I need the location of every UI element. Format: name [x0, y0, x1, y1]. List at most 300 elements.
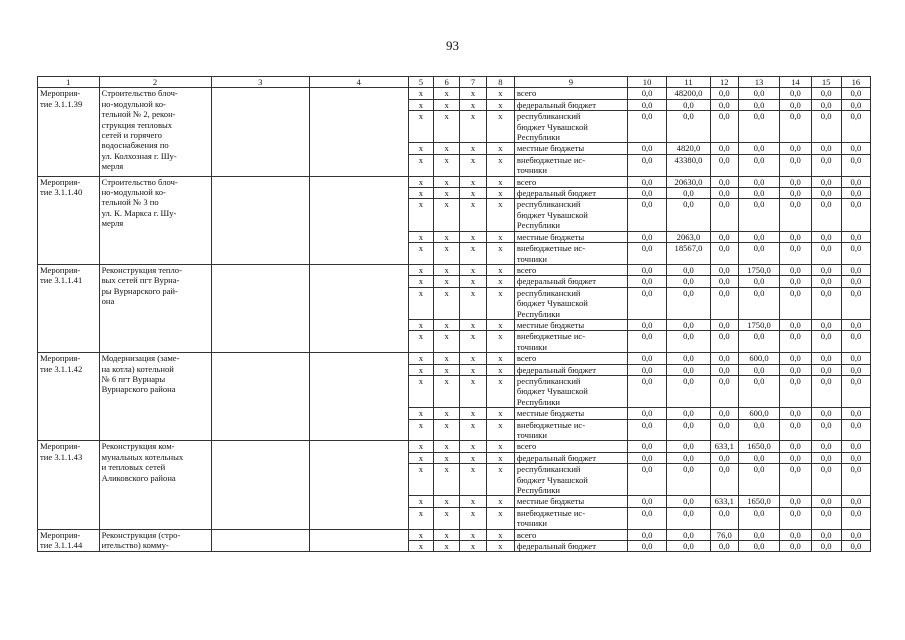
funding-value: 0,0: [627, 541, 666, 552]
budget-code-mark: x: [434, 441, 460, 452]
budget-code-mark: x: [486, 264, 514, 275]
budget-code-mark: x: [460, 231, 487, 242]
budget-code-mark: x: [408, 243, 434, 265]
funding-value: 0,0: [627, 111, 666, 143]
funding-value: 0,0: [841, 176, 870, 187]
funding-value: 0,0: [841, 264, 870, 275]
budget-code-mark: x: [486, 541, 514, 552]
text-line: ул. Колхозная г. Шу-: [101, 150, 177, 161]
funding-value: 0,0: [780, 231, 811, 242]
column-number-16: 16: [841, 77, 870, 88]
funding-value: 0,0: [627, 154, 666, 176]
funding-value: 600,0: [738, 408, 779, 419]
co-executors: [310, 529, 409, 552]
budget-code-mark: x: [434, 154, 460, 176]
budget-code-mark: x: [434, 143, 460, 154]
funding-value: 0,0: [627, 319, 666, 330]
funding-source: [514, 111, 627, 143]
funding-value: 0,0: [667, 199, 711, 231]
funding-value: 0,0: [710, 176, 738, 187]
funding-value: 0,0: [811, 507, 841, 529]
budget-code-mark: x: [434, 331, 460, 353]
text-line: внебюджетные ис-: [516, 243, 586, 254]
budget-code-mark: x: [408, 452, 434, 463]
text-line: Вурнарского района: [101, 384, 176, 395]
funding-value: 0,0: [811, 441, 841, 452]
budget-code-mark: x: [460, 408, 487, 419]
column-number-row: [38, 77, 871, 88]
text-line: тельной № 3 по: [101, 197, 159, 208]
funding-source: [514, 507, 627, 529]
funding-value: 0,0: [667, 441, 711, 452]
budget-code-mark: x: [434, 99, 460, 110]
funding-value: 0,0: [780, 264, 811, 275]
responsible-executor: [211, 176, 310, 264]
budget-code-mark: x: [408, 231, 434, 242]
funding-source: [514, 464, 627, 496]
text-line: тие 3.1.1.44: [40, 540, 83, 551]
funding-value: 0,0: [627, 143, 666, 154]
text-line: мерля: [101, 218, 124, 229]
funding-value: 0,0: [667, 319, 711, 330]
funding-value: 0,0: [738, 111, 779, 143]
funding-value: 0,0: [811, 375, 841, 407]
responsible-executor: [211, 529, 310, 552]
text-line: внебюджетные ис-: [516, 154, 586, 165]
funding-source: [514, 88, 627, 99]
budget-code-mark: x: [434, 199, 460, 231]
funding-value: 0,0: [841, 154, 870, 176]
budget-code-mark: x: [486, 287, 514, 319]
funding-value: 0,0: [811, 364, 841, 375]
column-number-1: 1: [38, 77, 100, 88]
budget-code-mark: x: [486, 188, 514, 199]
funding-source: [514, 199, 627, 231]
funding-value: 0,0: [811, 496, 841, 507]
text-line: тие 3.1.1.43: [40, 451, 83, 462]
text-line: республиканский: [516, 287, 581, 298]
text-line: мерля: [101, 161, 124, 172]
budget-code-mark: x: [408, 111, 434, 143]
funding-value: 48200,0: [667, 88, 711, 99]
column-number-15: 15: [811, 77, 841, 88]
responsible-executor: [211, 441, 310, 529]
text-line: бюджет Чувашской: [516, 121, 588, 132]
funding-source: [514, 529, 627, 540]
funding-value: 0,0: [780, 176, 811, 187]
budget-code-mark: x: [460, 88, 487, 99]
funding-value: 0,0: [841, 452, 870, 463]
funding-value: 0,0: [667, 375, 711, 407]
funding-value: 0,0: [811, 143, 841, 154]
program-table: [37, 76, 871, 552]
funding-value: 0,0: [841, 199, 870, 231]
budget-code-mark: x: [434, 419, 460, 441]
budget-code-mark: x: [460, 496, 487, 507]
text-line: местные бюджеты: [516, 231, 585, 242]
funding-value: 1650,0: [738, 441, 779, 452]
budget-code-mark: x: [434, 188, 460, 199]
funding-value: 0,0: [710, 287, 738, 319]
co-executors: [310, 176, 409, 264]
funding-value: 0,0: [811, 176, 841, 187]
funding-value: 0,0: [811, 287, 841, 319]
text-line: но-модульной ко-: [101, 187, 166, 198]
budget-code-mark: x: [434, 88, 460, 99]
funding-value: 0,0: [738, 541, 779, 552]
measure-description: [99, 88, 211, 176]
text-line: всего: [516, 264, 537, 275]
funding-value: 0,0: [811, 99, 841, 110]
funding-value: 0,0: [780, 143, 811, 154]
funding-value: 0,0: [667, 276, 711, 287]
funding-value: 76,0: [710, 529, 738, 540]
budget-code-mark: x: [408, 541, 434, 552]
text-line: Республики: [516, 396, 561, 407]
funding-value: 0,0: [710, 541, 738, 552]
text-line: федеральный бюджет: [516, 188, 596, 199]
funding-value: 0,0: [710, 353, 738, 364]
text-line: Строительство блоч-: [101, 88, 178, 99]
text-line: внебюджетные ис-: [516, 419, 586, 430]
funding-value: 2063,0: [667, 231, 711, 242]
funding-value: 0,0: [780, 408, 811, 419]
budget-code-mark: x: [408, 154, 434, 176]
column-number-12: 12: [710, 77, 738, 88]
funding-value: 0,0: [811, 331, 841, 353]
text-line: точники: [516, 341, 547, 352]
funding-value: 0,0: [841, 243, 870, 265]
funding-value: 0,0: [841, 331, 870, 353]
budget-code-mark: x: [460, 364, 487, 375]
budget-code-mark: x: [486, 143, 514, 154]
funding-value: 0,0: [627, 176, 666, 187]
funding-value: 0,0: [710, 188, 738, 199]
funding-value: 0,0: [841, 143, 870, 154]
text-line: бюджет Чувашской: [516, 209, 588, 220]
funding-value: 0,0: [710, 375, 738, 407]
funding-value: 0,0: [841, 375, 870, 407]
text-line: точники: [516, 165, 547, 176]
measure-code: [38, 88, 100, 176]
funding-value: 0,0: [811, 231, 841, 242]
table-row: [38, 176, 871, 187]
funding-value: 0,0: [841, 541, 870, 552]
text-line: но-модульной ко-: [101, 98, 166, 109]
budget-code-mark: x: [434, 507, 460, 529]
funding-value: 0,0: [841, 529, 870, 540]
funding-value: 0,0: [738, 188, 779, 199]
funding-value: 0,0: [780, 319, 811, 330]
budget-code-mark: x: [486, 199, 514, 231]
text-line: Мероприя-: [40, 441, 81, 452]
funding-value: 0,0: [780, 88, 811, 99]
budget-code-mark: x: [486, 375, 514, 407]
table-row: [38, 264, 871, 275]
funding-source: [514, 143, 627, 154]
text-line: и тепловых сетей: [101, 462, 166, 473]
funding-value: 0,0: [841, 353, 870, 364]
funding-value: 0,0: [780, 375, 811, 407]
funding-source: [514, 496, 627, 507]
budget-code-mark: x: [408, 264, 434, 275]
text-line: республиканский: [516, 199, 581, 210]
budget-code-mark: x: [408, 88, 434, 99]
measure-description: [99, 264, 211, 352]
text-line: точники: [516, 518, 547, 529]
funding-value: 1750,0: [738, 264, 779, 275]
co-executors: [310, 353, 409, 441]
budget-code-mark: x: [434, 364, 460, 375]
funding-value: 0,0: [811, 88, 841, 99]
funding-source: [514, 408, 627, 419]
funding-value: 0,0: [841, 111, 870, 143]
budget-code-mark: x: [460, 464, 487, 496]
funding-value: 0,0: [780, 199, 811, 231]
funding-value: 0,0: [627, 364, 666, 375]
budget-code-mark: x: [486, 364, 514, 375]
funding-value: 0,0: [710, 464, 738, 496]
budget-code-mark: x: [408, 507, 434, 529]
column-number-9: 9: [514, 77, 627, 88]
funding-value: 0,0: [627, 276, 666, 287]
funding-value: 1650,0: [738, 496, 779, 507]
funding-value: 0,0: [780, 541, 811, 552]
funding-value: 0,0: [841, 231, 870, 242]
funding-value: 0,0: [738, 452, 779, 463]
column-number-4: 4: [310, 77, 409, 88]
funding-value: 0,0: [667, 507, 711, 529]
funding-value: 0,0: [738, 231, 779, 242]
budget-code-mark: x: [486, 507, 514, 529]
budget-code-mark: x: [460, 143, 487, 154]
funding-value: 1750,0: [738, 319, 779, 330]
funding-source: [514, 99, 627, 110]
funding-value: 0,0: [710, 408, 738, 419]
funding-value: 0,0: [627, 287, 666, 319]
funding-value: 0,0: [780, 464, 811, 496]
co-executors: [310, 88, 409, 176]
funding-value: 0,0: [841, 496, 870, 507]
text-line: местные бюджеты: [516, 319, 585, 330]
budget-code-mark: x: [408, 99, 434, 110]
funding-source: [514, 441, 627, 452]
text-line: республиканский: [516, 375, 581, 386]
funding-value: 0,0: [811, 353, 841, 364]
budget-code-mark: x: [486, 441, 514, 452]
measure-description: [99, 529, 211, 552]
funding-value: 0,0: [627, 243, 666, 265]
funding-source: [514, 176, 627, 187]
funding-value: 0,0: [811, 419, 841, 441]
text-line: федеральный бюджет: [516, 99, 596, 110]
budget-code-mark: x: [434, 496, 460, 507]
budget-code-mark: x: [408, 419, 434, 441]
funding-source: [514, 541, 627, 552]
funding-value: 0,0: [667, 452, 711, 463]
budget-code-mark: x: [408, 375, 434, 407]
budget-code-mark: x: [486, 319, 514, 330]
column-number-3: 3: [211, 77, 310, 88]
funding-value: 0,0: [710, 243, 738, 265]
funding-value: 0,0: [780, 507, 811, 529]
funding-value: 0,0: [627, 99, 666, 110]
budget-code-mark: x: [434, 529, 460, 540]
text-line: Реконструкция (стро-: [101, 529, 181, 540]
budget-code-mark: x: [460, 188, 487, 199]
funding-value: 0,0: [841, 464, 870, 496]
budget-code-mark: x: [486, 276, 514, 287]
table-row: [38, 88, 871, 99]
funding-value: 0,0: [780, 353, 811, 364]
text-line: Мероприя-: [40, 529, 81, 540]
text-line: ительство) комму-: [101, 540, 169, 551]
funding-value: 0,0: [667, 496, 711, 507]
funding-value: 0,0: [780, 452, 811, 463]
funding-value: 0,0: [710, 331, 738, 353]
funding-value: 0,0: [811, 529, 841, 540]
measure-code: [38, 264, 100, 352]
budget-code-mark: x: [408, 276, 434, 287]
budget-code-mark: x: [434, 541, 460, 552]
funding-value: 0,0: [667, 529, 711, 540]
text-line: тие 3.1.1.42: [40, 363, 83, 374]
funding-value: 0,0: [710, 507, 738, 529]
funding-value: 0,0: [780, 331, 811, 353]
text-line: точники: [516, 253, 547, 264]
funding-value: 0,0: [780, 419, 811, 441]
budget-code-mark: x: [408, 331, 434, 353]
funding-source: [514, 154, 627, 176]
budget-code-mark: x: [460, 176, 487, 187]
measure-code: [38, 441, 100, 529]
text-line: Мероприя-: [40, 88, 81, 99]
budget-code-mark: x: [408, 287, 434, 319]
budget-code-mark: x: [486, 464, 514, 496]
budget-code-mark: x: [434, 287, 460, 319]
funding-value: 0,0: [811, 188, 841, 199]
budget-code-mark: x: [460, 264, 487, 275]
table-row: [38, 353, 871, 364]
funding-value: 0,0: [710, 143, 738, 154]
budget-code-mark: x: [434, 176, 460, 187]
funding-value: 0,0: [780, 99, 811, 110]
measure-description: [99, 176, 211, 264]
funding-value: 0,0: [627, 507, 666, 529]
funding-value: 0,0: [627, 331, 666, 353]
funding-value: 0,0: [738, 276, 779, 287]
funding-value: 0,0: [811, 199, 841, 231]
funding-value: 0,0: [780, 287, 811, 319]
text-line: внебюджетные ис-: [516, 507, 586, 518]
funding-value: 0,0: [780, 243, 811, 265]
column-number-5: 5: [408, 77, 434, 88]
text-line: Республики: [516, 485, 561, 496]
text-line: № 6 пгт Вурнары: [101, 373, 166, 384]
budget-code-mark: x: [486, 88, 514, 99]
text-line: она: [101, 296, 115, 307]
text-line: Аликовского района: [101, 472, 176, 483]
measure-code: [38, 353, 100, 441]
text-line: точники: [516, 430, 547, 440]
text-line: вых сетей пгт Вурна-: [101, 275, 180, 286]
funding-value: 0,0: [667, 364, 711, 375]
budget-code-mark: x: [460, 507, 487, 529]
funding-value: 0,0: [667, 264, 711, 275]
funding-value: 600,0: [738, 353, 779, 364]
funding-value: 0,0: [710, 99, 738, 110]
funding-value: 0,0: [627, 408, 666, 419]
co-executors: [310, 264, 409, 352]
funding-value: 0,0: [627, 419, 666, 441]
funding-value: 0,0: [710, 264, 738, 275]
budget-code-mark: x: [434, 231, 460, 242]
budget-code-mark: x: [434, 375, 460, 407]
funding-value: 0,0: [738, 331, 779, 353]
budget-code-mark: x: [460, 353, 487, 364]
responsible-executor: [211, 353, 310, 441]
funding-source: [514, 331, 627, 353]
budget-code-mark: x: [486, 408, 514, 419]
text-line: ры Вурнарского рай-: [101, 285, 178, 296]
text-line: Республики: [516, 308, 561, 319]
funding-value: 0,0: [710, 154, 738, 176]
funding-value: 0,0: [738, 529, 779, 540]
funding-value: 0,0: [811, 464, 841, 496]
funding-value: 0,0: [667, 99, 711, 110]
budget-code-mark: x: [408, 143, 434, 154]
funding-value: 0,0: [738, 99, 779, 110]
funding-value: 0,0: [811, 541, 841, 552]
budget-code-mark: x: [486, 496, 514, 507]
funding-value: 0,0: [841, 408, 870, 419]
funding-value: 0,0: [841, 507, 870, 529]
budget-code-mark: x: [408, 464, 434, 496]
budget-code-mark: x: [460, 319, 487, 330]
funding-value: 0,0: [841, 188, 870, 199]
measure-code: [38, 529, 100, 552]
budget-code-mark: x: [434, 111, 460, 143]
funding-value: 0,0: [738, 243, 779, 265]
funding-value: 0,0: [627, 88, 666, 99]
funding-value: 0,0: [811, 264, 841, 275]
funding-value: 0,0: [841, 88, 870, 99]
funding-source: [514, 353, 627, 364]
funding-value: 0,0: [780, 154, 811, 176]
funding-value: 18567,0: [667, 243, 711, 265]
funding-value: 0,0: [710, 88, 738, 99]
text-line: всего: [516, 441, 537, 452]
budget-code-mark: x: [486, 99, 514, 110]
funding-source: [514, 419, 627, 441]
budget-code-mark: x: [434, 452, 460, 463]
funding-value: 0,0: [667, 111, 711, 143]
budget-code-mark: x: [460, 287, 487, 319]
funding-value: 0,0: [738, 507, 779, 529]
funding-value: 0,0: [811, 276, 841, 287]
funding-value: 0,0: [710, 111, 738, 143]
text-line: тельной № 2, рекон-: [101, 109, 176, 120]
funding-value: 0,0: [811, 319, 841, 330]
funding-value: 0,0: [811, 452, 841, 463]
responsible-executor: [211, 88, 310, 176]
funding-value: 0,0: [738, 88, 779, 99]
budget-code-mark: x: [486, 111, 514, 143]
funding-value: 0,0: [811, 154, 841, 176]
funding-value: 0,0: [627, 264, 666, 275]
column-number-10: 10: [627, 77, 666, 88]
column-number-7: 7: [460, 77, 487, 88]
